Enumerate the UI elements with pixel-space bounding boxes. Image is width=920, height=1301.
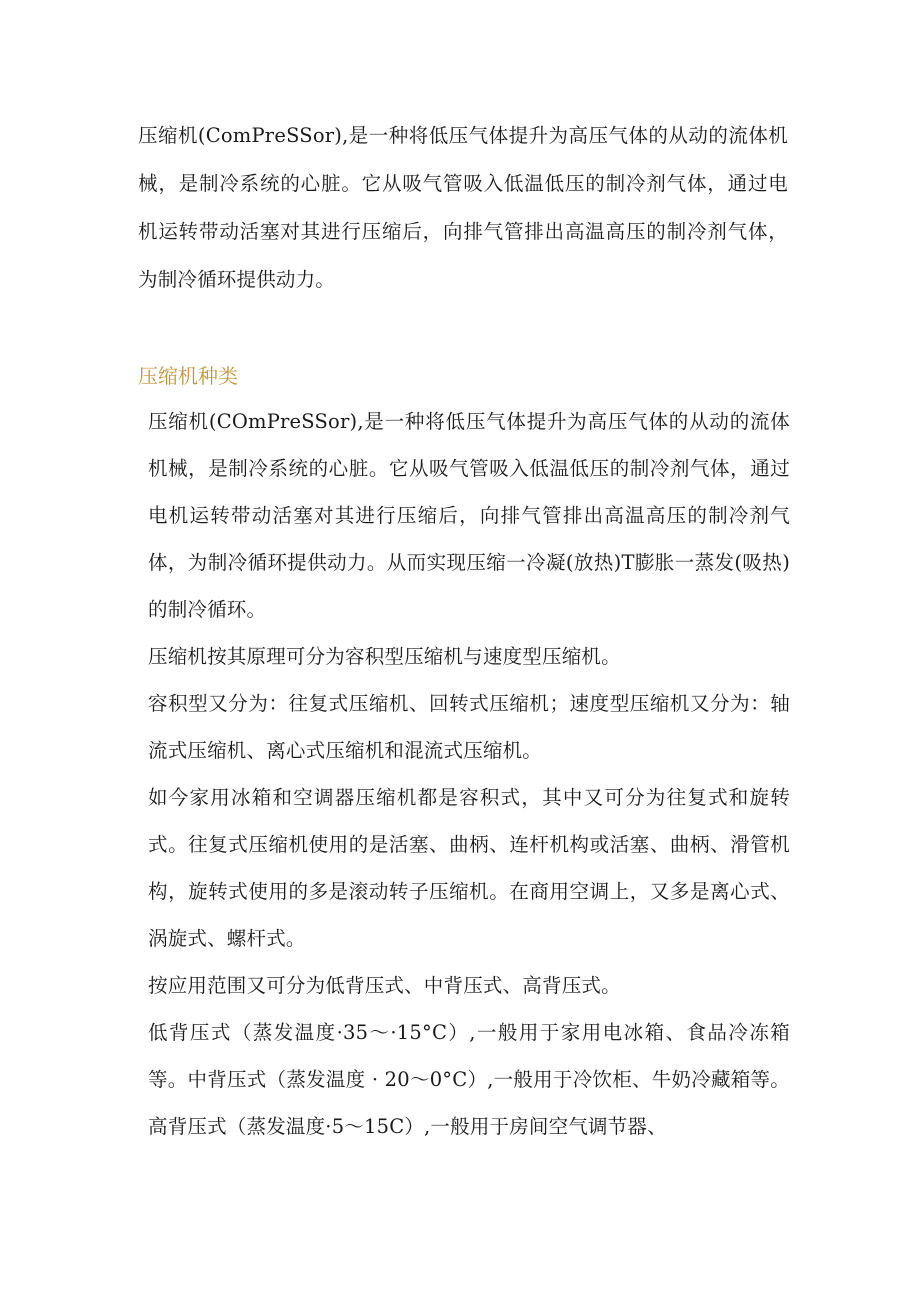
intro-paragraph: 压缩机(ComPreSSor),是一种将低压气体提升为高压气体的从动的流体机械，是制冷系统的心脏。它从吸气管吸入低温低压的制冷剂气体，通过电机运转带动活塞对其进行压缩后，向排气管排出高温高压的制冷剂气体，为制冷循环提供动力。 — [138, 124, 788, 291]
intro-section — [138, 112, 788, 304]
paragraph-back-pressure: 低背压式（蒸发温度·35～·15°C）,一般用于家用电冰箱、食品冷冻箱等。中背压式（蒸发温度 · 20～0°C）,一般用于冷饮柜、牛奶冷藏箱等。高背压式（蒸发温度·5～15C）,一般用于房间空气调节器、 — [148, 1021, 790, 1138]
paragraph-principle: 压缩机按其原理可分为容积型压缩机与速度型压缩机。 — [148, 645, 621, 668]
section-body — [148, 398, 790, 1150]
section-heading: 压缩机种类 — [138, 364, 238, 388]
paragraph-household: 如今家用冰箱和空调器压缩机都是容积式，其中又可分为往复式和旋转式。往复式压缩机使用的是活塞、曲柄、连杆机构或活塞、曲柄、滑管机构，旋转式使用的多是滚动转子压缩机。在商用空调上，又多是离心式、涡旋式、螺杆式。 — [148, 786, 790, 950]
paragraph-types: 容积型又分为：往复式压缩机、回转式压缩机；速度型压缩机又分为：轴流式压缩机、离心式压缩机和混流式压缩机。 — [148, 692, 790, 762]
paragraph-application-range: 按应用范围又可分为低背压式、中背压式、高背压式。 — [148, 974, 621, 997]
paragraph-definition: 压缩机(COmPreSSor),是一种将低压气体提升为高压气体的从动的流体机械，是制冷系统的心脏。它从吸气管吸入低温低压的制冷剂气体，通过电机运转带动活塞对其进行压缩后，向排气管排出高温高压的制冷剂气体，为制冷循环提供动力。从而实现压缩一冷凝(放热)T膨胀一蒸发(吸热)的制冷循环。 — [148, 410, 790, 621]
